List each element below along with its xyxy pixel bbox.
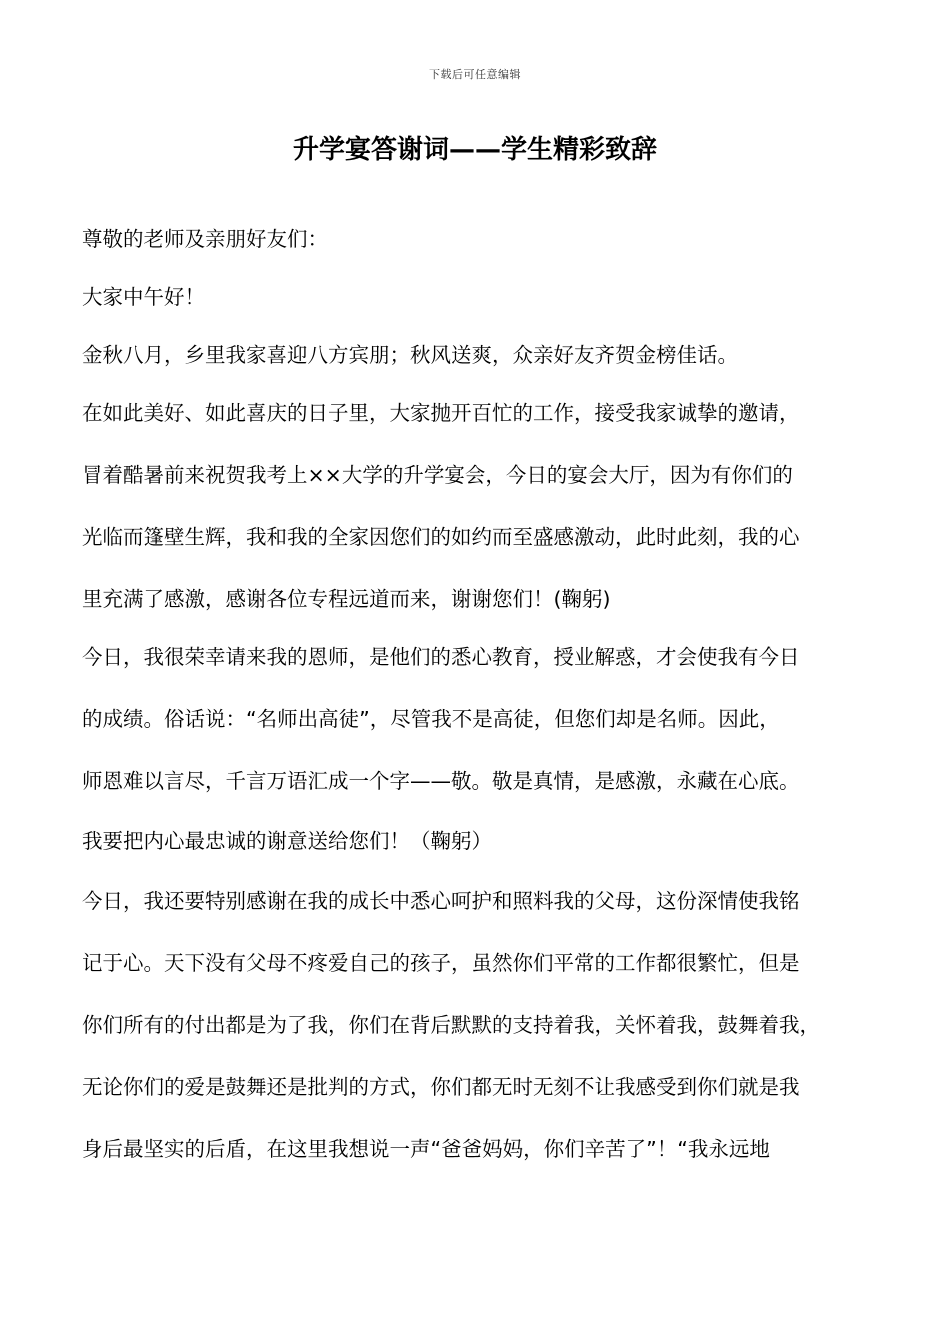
body-line: 我要把内心最忠诚的谢意送给您们！（鞠躬） (82, 829, 492, 853)
body-line: 今日，我很荣幸请来我的恩师，是他们的悉心教育，授业解惑，才会使我有今日 (82, 645, 800, 669)
body-line: 记于心。天下没有父母不疼爱自己的孩子，虽然你们平常的工作都很繁忙，但是 (82, 951, 800, 975)
body-line: 师恩难以言尽，千言万语汇成一个字——敬。敬是真情，是感激，永藏在心底。 (82, 769, 800, 793)
body-line: 今日，我还要特别感谢在我的成长中悉心呵护和照料我的父母，这份深情使我铭 (82, 889, 800, 913)
body-line: 身后最坚实的后盾，在这里我想说一声“爸爸妈妈，你们辛苦了”！“我永远地 (82, 1137, 770, 1161)
body-line: 里充满了感激，感谢各位专程远道而来，谢谢您们！(鞠躬) (82, 587, 611, 611)
header-note: 下载后可任意编辑 (429, 68, 521, 81)
body-line: 的成绩。俗话说：“名师出高徒”，尽管我不是高徒，但您们却是名师。因此， (82, 707, 780, 731)
body-line: 金秋八月，乡里我家喜迎八方宾朋；秋风送爽，众亲好友齐贺金榜佳话。 (82, 343, 738, 367)
greeting-line: 大家中午好！ (82, 285, 205, 309)
body-line: 你们所有的付出都是为了我，你们在背后默默的支持着我，关怀着我，鼓舞着我， (82, 1013, 820, 1037)
body-line: 在如此美好、如此喜庆的日子里，大家抛开百忙的工作，接受我家诚挚的邀请， (82, 401, 800, 425)
salutation-line: 尊敬的老师及亲朋好友们： (82, 227, 328, 251)
body-line: 无论你们的爱是鼓舞还是批判的方式，你们都无时无刻不让我感受到你们就是我 (82, 1075, 800, 1099)
body-line: 冒着酷暑前来祝贺我考上××大学的升学宴会，今日的宴会大厅，因为有你们的 (82, 463, 793, 487)
body-line: 光临而篷壁生辉，我和我的全家因您们的如约而至盛感激动，此时此刻，我的心 (82, 525, 800, 549)
document-title: 升学宴答谢词——学生精彩致辞 (292, 135, 657, 165)
